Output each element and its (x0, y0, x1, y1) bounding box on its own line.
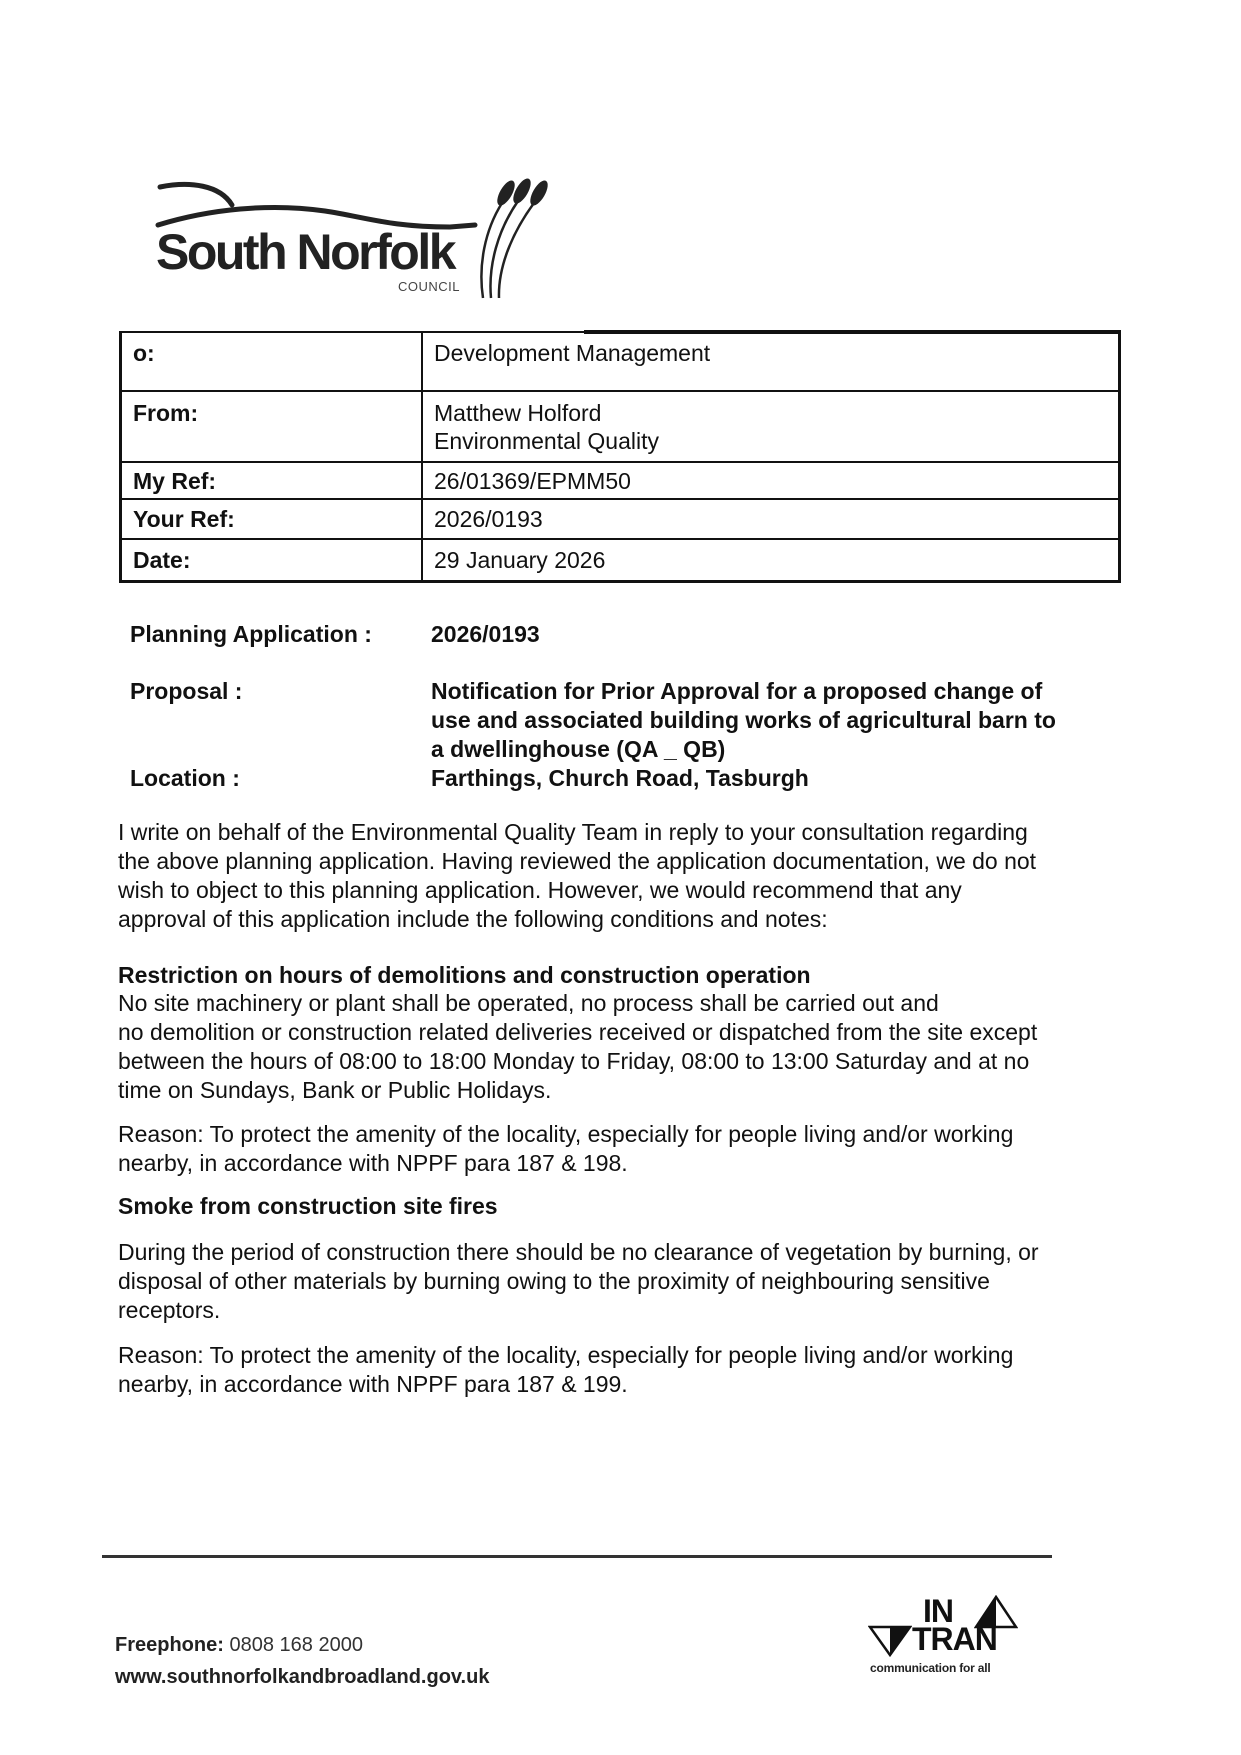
text-line: no demolition or construction related deliveries received or dispatched from the site except (118, 1019, 1038, 1045)
your-ref-label: Your Ref: (121, 499, 423, 539)
table-row-your-ref (121, 499, 1120, 539)
logo-subtitle: COUNCIL (398, 279, 461, 294)
intran-line2: TRAN (912, 1621, 997, 1657)
footer-divider (102, 1555, 1052, 1558)
condition-1-heading: Restriction on hours of demolitions and construction operation (118, 962, 811, 988)
footer-website-link[interactable]: www.southnorfolkandbroadland.gov.uk (115, 1666, 490, 1688)
intran-tagline: communication for all (870, 1661, 991, 1675)
text-line: between the hours of 08:00 to 18:00 Monday to Friday, 08:00 to 13:00 Saturday and at no (118, 1048, 1030, 1074)
footer-freephone (115, 1635, 363, 1655)
date-value: 29 January 2026 (422, 539, 1120, 582)
freephone-number: 0808 168 2000 (229, 1634, 363, 1656)
text-line: the above planning application. Having reviewed the application documentation, we do not (118, 848, 1037, 874)
memo-header-table (119, 332, 1121, 583)
proposal-row (130, 677, 1130, 764)
proposal-line: use and associated building works of agricultural barn to (431, 707, 1056, 733)
intro-paragraph (118, 818, 1128, 934)
text-line: No site machinery or plant shall be operated, no process shall be carried out and (118, 990, 939, 1016)
proposal-label: Proposal : (130, 678, 243, 704)
date-label: Date: (121, 539, 423, 582)
table-row-from (121, 391, 1120, 462)
logo-wordmark: South Norfolk (156, 224, 455, 280)
intran-line1: IN (923, 1593, 953, 1629)
text-line: Reason: To protect the amenity of the locality, especially for people living and/or working (118, 1342, 1014, 1368)
condition-1-text (118, 989, 1128, 1105)
text-line: nearby, in accordance with NPPF para 187 & 199. (118, 1371, 628, 1397)
intran-logo (868, 1595, 1038, 1685)
text-line: Reason: To protect the amenity of the locality, especially for people living and/or working (118, 1121, 1014, 1147)
from-department: Environmental Quality (434, 428, 659, 454)
down-triangle-icon (868, 1625, 912, 1657)
location-row (130, 764, 1130, 793)
text-line: nearby, in accordance with NPPF para 187 & 198. (118, 1150, 628, 1176)
text-line: receptors. (118, 1297, 221, 1323)
to-label: o: (121, 332, 423, 391)
location-label: Location : (130, 765, 240, 791)
from-value (422, 391, 1120, 462)
proposal-value (431, 677, 1130, 764)
table-row-my-ref (121, 462, 1120, 499)
condition-2-reason (118, 1341, 1128, 1399)
your-ref-value: 2026/0193 (422, 499, 1120, 539)
text-line: wish to object to this planning application. However, we would recommend that any (118, 877, 962, 903)
table-row-date (121, 539, 1120, 582)
text-line: approval of this application include the following conditions and notes: (118, 906, 828, 932)
proposal-line: Notification for Prior Approval for a proposed change of (431, 678, 1043, 704)
freephone-label: Freephone: (115, 1634, 224, 1656)
location-value: Farthings, Church Road, Tasburgh (431, 765, 809, 791)
text-line: disposal of other materials by burning owing to the proximity of neighbouring sensitive (118, 1268, 990, 1294)
proposal-line: a dwellinghouse (QA _ QB) (431, 736, 726, 762)
text-line: During the period of construction there should be no clearance of vegetation by burning, or (118, 1239, 1039, 1265)
condition-2-text (118, 1238, 1128, 1325)
text-line: I write on behalf of the Environmental Quality Team in reply to your consultation regarding (118, 819, 1028, 845)
condition-1-reason (118, 1120, 1128, 1178)
my-ref-label: My Ref: (121, 462, 423, 499)
application-details (130, 620, 1130, 793)
planning-application-row (130, 620, 1130, 649)
table-row-to (121, 332, 1120, 391)
text-line: time on Sundays, Bank or Public Holidays. (118, 1077, 552, 1103)
condition-2-heading: Smoke from construction site fires (118, 1193, 498, 1219)
planning-application-value: 2026/0193 (431, 621, 540, 647)
my-ref-value: 26/01369/EPMM50 (422, 462, 1120, 499)
from-name: Matthew Holford (434, 400, 602, 426)
to-value: Development Management (422, 332, 1120, 391)
planning-application-label: Planning Application : (130, 621, 372, 647)
south-norfolk-council-logo (150, 175, 570, 305)
from-label: From: (121, 391, 423, 462)
